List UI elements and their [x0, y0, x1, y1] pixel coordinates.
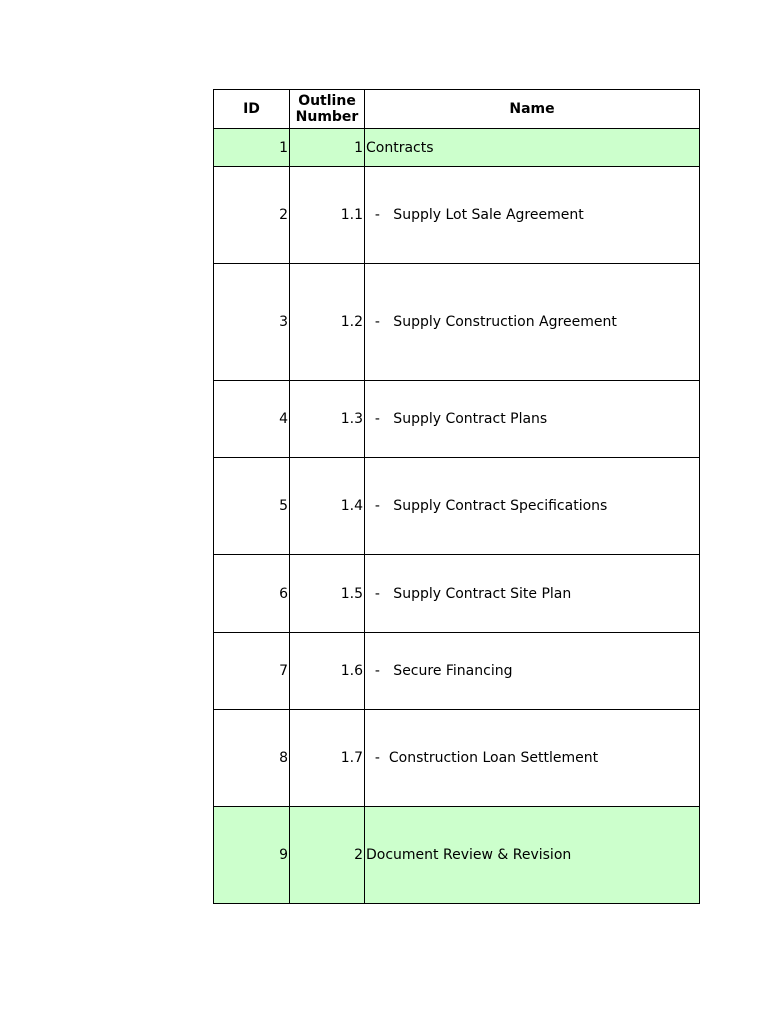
cell-name[interactable]: - Supply Contract Plans [365, 381, 700, 458]
cell-id[interactable]: 7 [214, 633, 290, 710]
table-row[interactable] [214, 167, 700, 264]
table-row[interactable] [214, 555, 700, 633]
table-row[interactable] [214, 710, 700, 807]
task-table [213, 89, 700, 904]
cell-outline-number[interactable]: 1.3 [290, 381, 365, 458]
cell-name[interactable]: - Supply Contract Site Plan [365, 555, 700, 633]
cell-id[interactable]: 9 [214, 807, 290, 904]
cell-id[interactable]: 8 [214, 710, 290, 807]
cell-id[interactable]: 5 [214, 458, 290, 555]
table-row[interactable] [214, 381, 700, 458]
cell-name[interactable]: - Supply Construction Agreement [365, 264, 700, 381]
cell-id[interactable]: 6 [214, 555, 290, 633]
cell-outline-number[interactable]: 1.1 [290, 167, 365, 264]
cell-id[interactable]: 4 [214, 381, 290, 458]
cell-id[interactable]: 1 [214, 129, 290, 167]
cell-outline-number[interactable]: 1 [290, 129, 365, 167]
cell-name[interactable]: - Supply Contract Specifications [365, 458, 700, 555]
cell-outline-number[interactable]: 1.4 [290, 458, 365, 555]
cell-name[interactable]: - Supply Lot Sale Agreement [365, 167, 700, 264]
header-row [214, 90, 700, 129]
header-name: Name [365, 90, 700, 129]
header-id: ID [214, 90, 290, 129]
table-row[interactable] [214, 458, 700, 555]
cell-name[interactable]: Contracts [365, 129, 700, 167]
cell-outline-number[interactable]: 2 [290, 807, 365, 904]
header-outline-line2: Number [295, 109, 359, 125]
cell-outline-number[interactable]: 1.6 [290, 633, 365, 710]
cell-outline-number[interactable]: 1.5 [290, 555, 365, 633]
cell-name[interactable]: - Secure Financing [365, 633, 700, 710]
cell-name[interactable]: Document Review & Revision [365, 807, 700, 904]
table-row[interactable] [214, 807, 700, 904]
table-row[interactable] [214, 129, 700, 167]
cell-id[interactable]: 2 [214, 167, 290, 264]
header-outline-line1: Outline [298, 93, 356, 109]
cell-outline-number[interactable]: 1.2 [290, 264, 365, 381]
table-row[interactable] [214, 633, 700, 710]
header-outline-number [290, 90, 365, 129]
cell-name[interactable]: - Construction Loan Settlement [365, 710, 700, 807]
cell-outline-number[interactable]: 1.7 [290, 710, 365, 807]
cell-id[interactable]: 3 [214, 264, 290, 381]
table-row[interactable] [214, 264, 700, 381]
